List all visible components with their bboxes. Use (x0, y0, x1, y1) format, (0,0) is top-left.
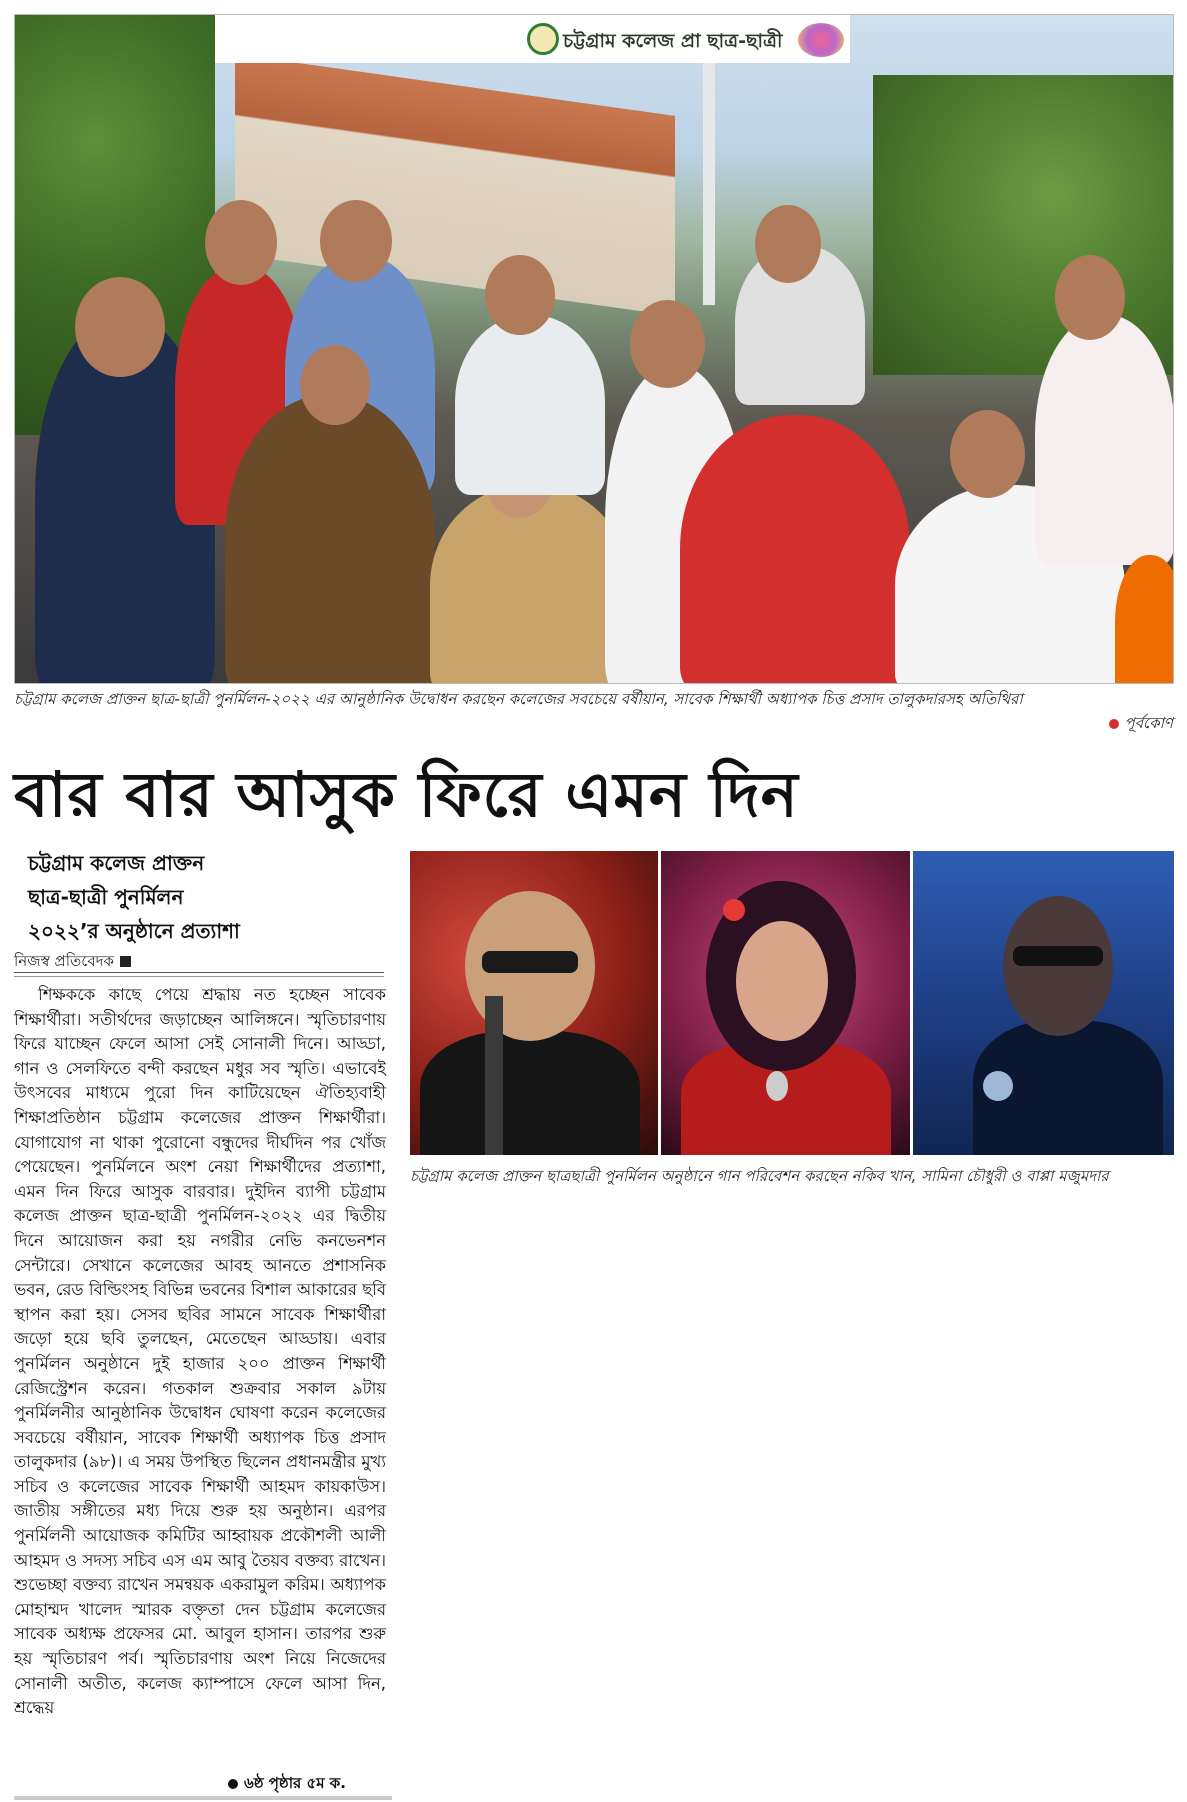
photo-credit (1109, 712, 1173, 737)
performer-head (736, 921, 828, 1041)
subhead-line: চট্টগ্রাম কলেজ প্রাক্তন (28, 851, 205, 875)
person-brown-kurta (225, 395, 435, 684)
person-orange-saree (1115, 555, 1174, 684)
article-body: শিক্ষককে কাছে পেয়ে শ্রদ্ধায় নত হচ্ছেন সাবেক শিক্ষার্থীরা। সতীর্থদের জড়াচ্ছেন আলিঙ্গনে। স্মৃতিচারণায় ফিরে যাচ্ছেন ফেলে আসা সেই সোনালী দিনে। আড্ডা, গান ও সেলফিতে বন্দী করছেন মধুর সব স্মৃতি। এভাবেই উৎসবের মাধ্যমে পুরো দিন কাটিয়েছেন ঐতিহ্যবাহী শিক্ষাপ্রতিষ্ঠান চট্টগ্রাম কলেজের প্রাক্তন শিক্ষার্থীরা। যোগাযোগ না থাকা পুরোনো বন্ধুদের দীর্ঘদিন পর খোঁজ পেয়েছেন। পুনর্মিলনে অংশ নেয়া শিক্ষার্থীদের প্রত্যাশা, এমন দিন ফিরে আসুক বারবার। দুইদিন ব্যাপী চট্টগ্রাম কলেজ প্রাক্তন ছাত্র-ছাত্রী পুনর্মিলন-২০২২ এর দ্বিতীয় দিনে আয়োজন করা হয় নগরীর নেভি কনভেনশন সেন্টারে। সেখানে কলেজের আবহ আনতে প্রশাসনিক ভবন, রেড বিল্ডিংসহ বিভিন্ন ভবনের বিশাল আকারের ছবি স্থাপন করা হয়। সেসব ছবির সামনে সাবেক শিক্ষার্থীরা জড়ো হয়ে ছবি তুলছেন, মেতেছেন আড্ডায়। এবার পুনর্মিলন অনুষ্ঠানে দুই হাজার ২০০ প্রাক্তন শিক্ষার্থী রেজিস্ট্রেশন করেন। গতকাল শুক্রবার সকাল ৯টায় পুনর্মিলনীর আনুষ্ঠানিক উদ্বোধন ঘোষণা করেন কলেজের সবচেয়ে বর্ষীয়ান, সাবেক শিক্ষার্থী অধ্যাপক চিত্ত প্রসাদ তালুকদার (৯৮)। এ সময় উপস্থিত ছিলেন প্রধানমন্ত্রীর মুখ্য সচিব ও কলেজের সাবেক শিক্ষার্থী আহমদ কায়কাউস। জাতীয় সঙ্গীতের মধ্য দিয়ে শুরু হয় অনুষ্ঠান। এরপর পুনর্মিলনী আয়োজক কমিটির আহ্বায়ক প্রকৌশলী আলী আহমদ ও সদস্য সচিব এস এম আবু তৈয়ব বক্তব্য রাখেন। শুভেচ্ছা বক্তব্য রাখেন সমন্বয়ক একরামুল করিম। অধ্যাপক মোহাম্মদ খালেদ স্মারক বক্তৃতা দেন চট্টগ্রাম কলেজের সাবেক অধ্যক্ষ প্রফেসর মো. আবুল হাসান। তারপর শুরু হয় স্মৃতিচারণ পর্ব। স্মৃতিচারণায় অংশ নিয়ে নিজেদের সোনালী অতীত, কলেজ ক্যাম্পাসে ফেলে আসা দিন, শ্রদ্ধেয় (14, 985, 386, 1718)
performer-head (1003, 896, 1113, 1036)
person-face (630, 300, 705, 388)
square-bullet-icon (120, 956, 131, 967)
reunion-logo-icon (798, 23, 844, 57)
college-logo-icon (527, 23, 559, 55)
banner-text: চট্টগ্রাম কলেজ প্রা ছাত্র-ছাত্রী (563, 30, 783, 52)
person-face (75, 277, 165, 377)
person-face (320, 200, 392, 282)
performer-photo-2 (661, 851, 910, 1155)
person-face (950, 410, 1025, 498)
continued-text: ৬ষ্ঠ পৃষ্ঠার ৫ম ক. (244, 1774, 347, 1792)
photo-caption: চট্টগ্রাম কলেজ প্রাক্তন ছাত্র-ছাত্রী পুনর্মিলন-২০২২ এর আনুষ্ঠানিক উদ্বোধন করছেন কলেজের সবচেয়ে বর্ষীয়ান, সাবেক শিক্ষার্থী অধ্যাপক চিত্ত প্রসাদ তালুকদারসহ অতিথিরা (14, 690, 1023, 708)
glasses-icon (1013, 946, 1103, 966)
performer-photo-1 (410, 851, 658, 1155)
subhead-line: ছাত্র-ছাত্রী পুনর্মিলন (28, 885, 184, 909)
divider (14, 976, 384, 977)
byline-text: নিজস্ব প্রতিবেদক (14, 952, 115, 970)
glasses-icon (482, 951, 578, 973)
performer-torso (420, 1031, 640, 1155)
continued-jump (228, 1772, 346, 1797)
microphone-icon (766, 1071, 788, 1101)
credit-text: পূর্বকোণ (1124, 714, 1173, 732)
subhead-line: ২০২২’র অনুষ্ঠানে প্রত্যাশা (28, 919, 240, 943)
microphone-stand (485, 996, 503, 1155)
credit-dot-icon (1109, 719, 1119, 729)
person-face (1055, 255, 1125, 340)
performer-photo-3 (913, 851, 1174, 1155)
college-building-backdrop (235, 54, 675, 316)
event-photo (14, 14, 1174, 684)
flower-icon (723, 899, 745, 921)
person-face (755, 205, 821, 283)
bottom-rule (14, 1796, 392, 1800)
divider (14, 972, 384, 973)
person-white-shirt (1035, 315, 1174, 565)
person-face (485, 255, 555, 335)
person-white-shirt (455, 315, 605, 495)
headline: বার বার আসুক ফিরে এমন দিন (14, 758, 799, 831)
person-face (300, 345, 370, 425)
person-red-tshirt-selfie (680, 415, 910, 684)
performers-caption: চট্টগ্রাম কলেজ প্রাক্তন ছাত্রছাত্রী পুনর্মিলন অনুষ্ঠানে গান পরিবেশন করছেন নকিব খান, সামিনা চৌধুরী ও বাপ্পা মজুমদার (410, 1167, 1109, 1185)
person-face (205, 200, 277, 285)
bullet-dot-icon (228, 1779, 238, 1789)
microphone-icon (983, 1071, 1013, 1101)
subheadline (28, 846, 358, 948)
